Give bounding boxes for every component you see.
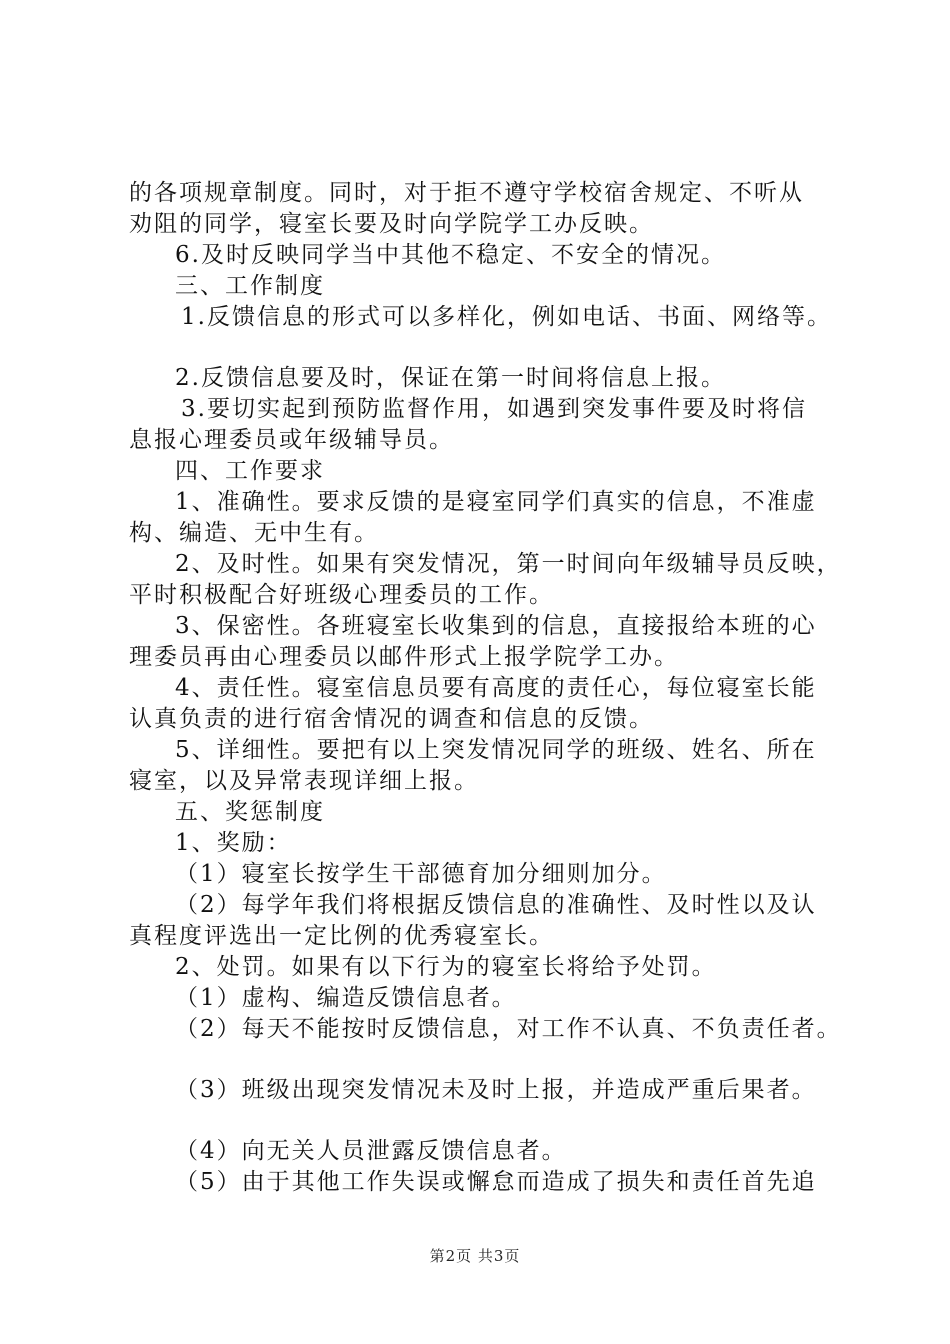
text-line: 理委员再由心理委员以邮件形式上报学院学工办。	[129, 644, 679, 670]
text-line: 3、保密性。各班寝室长收集到的信息，直接报给本班的心	[175, 613, 817, 639]
section-heading: 五、奖惩制度	[175, 799, 325, 825]
text-line: （1）寝室长按学生干部德育加分细则加分。	[175, 861, 667, 887]
text-line: （5）由于其他工作失误或懈怠而造成了损失和责任首先追	[175, 1169, 817, 1195]
text-line: 构、编造、无中生有。	[129, 520, 379, 546]
text-line: 息报心理委员或年级辅导员。	[129, 427, 454, 453]
text-line: 劝阻的同学，寝室长要及时向学院学工办反映。	[129, 211, 654, 237]
text-line: 4、责任性。寝室信息员要有高度的责任心，每位寝室长能	[175, 675, 817, 701]
text-line: （3）班级出现突发情况未及时上报，并造成严重后果者。	[175, 1077, 817, 1103]
text-line: 1、准确性。要求反馈的是寝室同学们真实的信息，不准虚	[175, 489, 817, 515]
text-line: 平时积极配合好班级心理委员的工作。	[129, 582, 554, 608]
text-line: 寝室，以及异常表现详细上报。	[129, 768, 479, 794]
text-line: 1.反馈信息的形式可以多样化，例如电话、书面、网络等。	[181, 304, 832, 330]
text-line: （1）虚构、编造反馈信息者。	[175, 985, 517, 1011]
text-line: 2.反馈信息要及时，保证在第一时间将信息上报。	[175, 365, 726, 391]
document-body	[129, 178, 841, 1198]
text-line: 2、及时性。如果有突发情况，第一时间向年级辅导员反映，	[175, 551, 842, 577]
text-line: 3.要切实起到预防监督作用，如遇到突发事件要及时将信	[181, 396, 807, 422]
text-line: （2）每天不能按时反馈信息，对工作不认真、不负责任者。	[175, 1016, 842, 1042]
text-line: 的各项规章制度。同时，对于拒不遵守学校宿舍规定、不听从	[129, 180, 804, 206]
blank-line	[129, 1045, 841, 1075]
section-heading: 四、工作要求	[175, 458, 325, 484]
blank-line	[129, 333, 841, 363]
text-line: 1、奖励：	[175, 830, 292, 856]
page-number-footer: 第2页 共3页	[429, 1247, 521, 1265]
text-line: 2、处罚。如果有以下行为的寝室长将给予处罚。	[175, 954, 717, 980]
text-line: （2）每学年我们将根据反馈信息的准确性、及时性以及认	[175, 892, 817, 918]
text-line: 5、详细性。要把有以上突发情况同学的班级、姓名、所在	[175, 737, 817, 763]
text-line: 真程度评选出一定比例的优秀寝室长。	[129, 923, 554, 949]
text-line: 认真负责的进行宿舍情况的调查和信息的反馈。	[129, 706, 654, 732]
blank-line	[129, 1106, 841, 1136]
section-heading: 三、工作制度	[175, 273, 325, 299]
text-line: （4）向无关人员泄露反馈信息者。	[175, 1138, 567, 1164]
text-line: 6.及时反映同学当中其他不稳定、不安全的情况。	[175, 242, 726, 268]
